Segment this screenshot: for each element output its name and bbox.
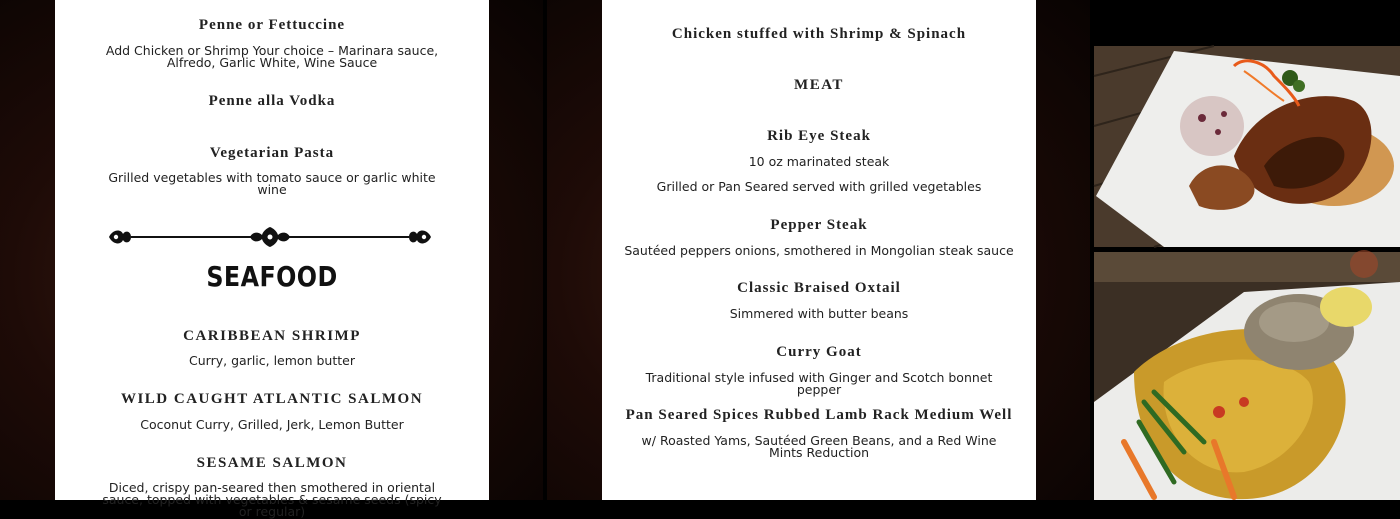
menu-item-desc: Add Chicken or Shrimp Your choice – Marinara sauce, Alfredo, Garlic White, Wine Sauce bbox=[105, 43, 439, 70]
menu-item-title: Penne alla Vodka bbox=[208, 93, 336, 109]
menu-item-desc: Simmered with butter beans bbox=[729, 306, 909, 321]
menu-item-title: Vegetarian Pasta bbox=[209, 145, 335, 161]
menu-item-title: SESAME SALMON bbox=[196, 455, 348, 471]
menu-item-desc: Grilled or Pan Seared served with grilled vegetables bbox=[656, 179, 982, 194]
section-heading-meat: MEAT bbox=[794, 77, 844, 93]
menu-item-title: Chicken stuffed with Shrimp & Spinach bbox=[671, 26, 967, 42]
menu-item-title: Rib Eye Steak bbox=[767, 128, 871, 144]
menu-item-desc: 10 oz marinated steak bbox=[748, 154, 890, 169]
menu-item-title: Pepper Steak bbox=[770, 217, 868, 233]
menu-item-desc: Curry, garlic, lemon butter bbox=[189, 353, 355, 368]
menu-item-desc: Diced, crispy pan-seared then smothered in oriental sauce, topped with vegetables & sesame seeds (spicy or regular) bbox=[102, 480, 442, 519]
menu-item-title: CARIBBEAN SHRIMP bbox=[183, 328, 361, 344]
menu-item-desc: Traditional style infused with Ginger and Scotch bonnet pepper bbox=[645, 370, 993, 397]
menu-item-title: Curry Goat bbox=[776, 344, 862, 360]
menu-item-title: WILD CAUGHT ATLANTIC SALMON bbox=[120, 391, 424, 407]
menu-item-desc: Grilled vegetables with tomato sauce or garlic white wine bbox=[108, 170, 436, 197]
menu-item-title: Classic Braised Oxtail bbox=[737, 280, 901, 296]
chicken-plate-photo-icon bbox=[1094, 46, 1400, 247]
menu-card-meat bbox=[602, 0, 1036, 500]
menu-item-desc: Coconut Curry, Grilled, Jerk, Lemon Butter bbox=[140, 417, 404, 432]
menu-card-pasta-seafood bbox=[55, 0, 489, 519]
menu-item-desc: w/ Roasted Yams, Sautéed Green Beans, and a Red Wine Mints Reduction bbox=[641, 433, 997, 460]
salmon-potato-plate-photo-icon bbox=[1094, 252, 1400, 500]
section-heading-seafood: SEAFOOD bbox=[206, 260, 338, 293]
menu-item-desc: Sautéed peppers onions, smothered in Mongolian steak sauce bbox=[624, 243, 1014, 258]
menu-item-title: Penne or Fettuccine bbox=[198, 17, 346, 33]
food-photo-column bbox=[1094, 0, 1400, 500]
menu-item-title: Pan Seared Spices Rubbed Lamb Rack Medium Well bbox=[625, 407, 1013, 423]
ornament-divider-icon bbox=[107, 226, 433, 248]
